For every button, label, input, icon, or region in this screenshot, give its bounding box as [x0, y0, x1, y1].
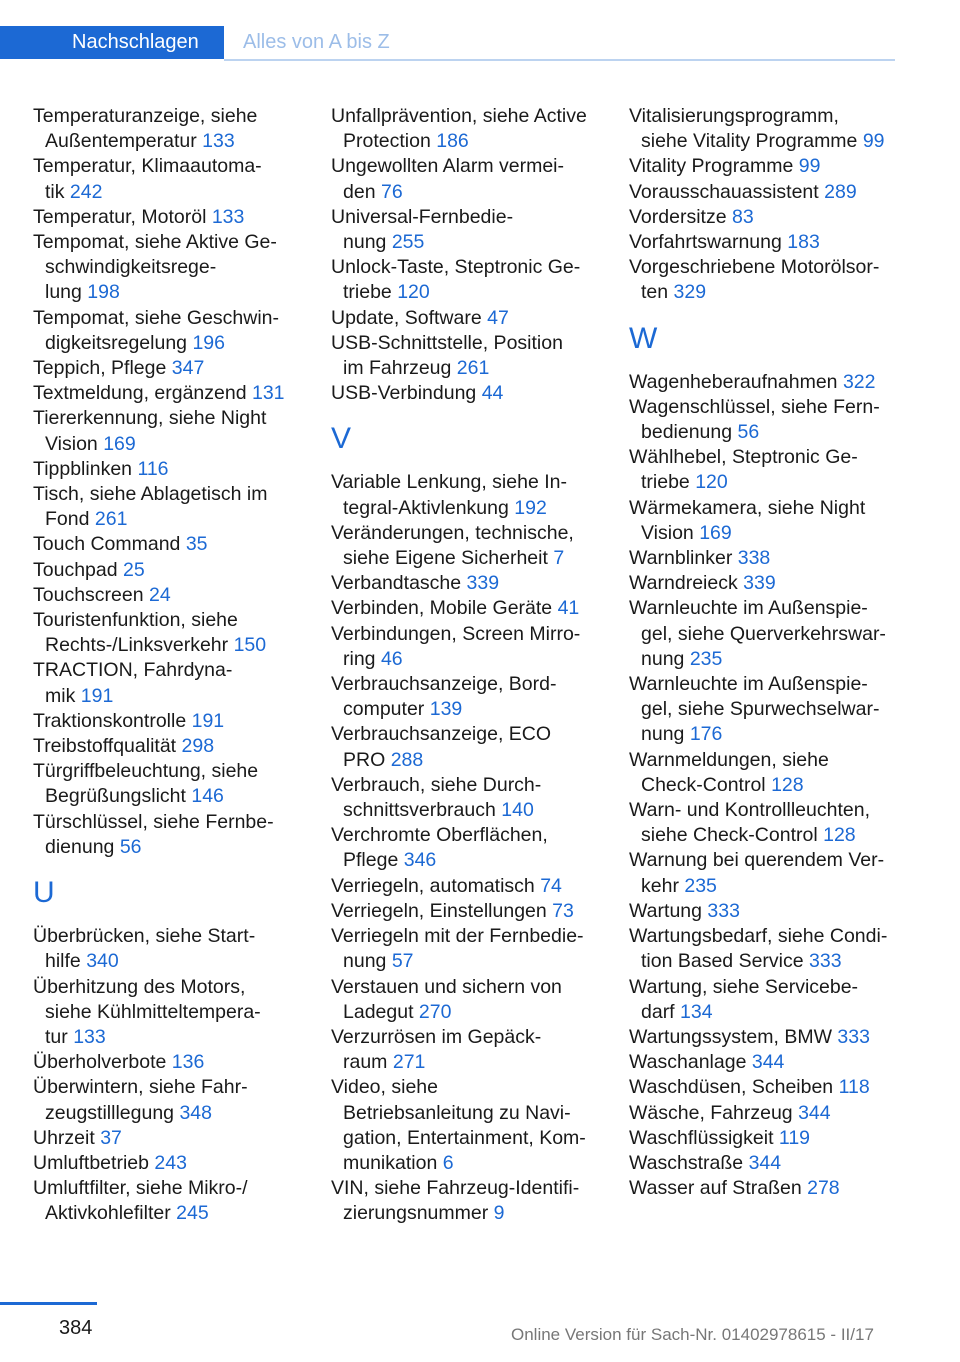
index-entry-text: Video, siehe Betriebsanleitung zu Navi‐ gation, Entertainment, Kom‐ munikation [331, 1076, 586, 1174]
page-reference-link[interactable]: 339 [466, 572, 500, 595]
index-column-1 [33, 104, 298, 1227]
index-entry [33, 1151, 298, 1176]
index-entry [33, 532, 298, 557]
index-entry-text: Tempomat, siehe Aktive Ge‐ schwindigkeitsrege‐ lung [33, 231, 277, 304]
index-entry-text: Warndreieck [629, 572, 738, 595]
index-entry [629, 798, 894, 848]
index-entry [629, 205, 894, 230]
index-entry [629, 496, 894, 546]
index-entry [33, 608, 298, 658]
index-entry [629, 255, 894, 305]
index-entry [331, 571, 596, 596]
index-entry-text: Verbrauchsanzeige, ECO PRO [331, 723, 552, 771]
page-reference-link[interactable]: 243 [154, 1151, 187, 1174]
index-entry [331, 1075, 596, 1176]
index-entry-text: Wärmekamera, siehe Night Vision [629, 496, 866, 544]
index-entry-text: Warnmeldungen, siehe Check-Control [629, 748, 829, 796]
index-entry [331, 154, 596, 204]
index-entry [629, 1075, 894, 1100]
index-entry [629, 230, 894, 255]
index-entry [33, 457, 298, 482]
page-reference-link[interactable]: 186 [436, 130, 469, 153]
page-reference-link[interactable]: 99 [862, 130, 885, 153]
index-entry [629, 1025, 894, 1050]
header-rule [224, 59, 895, 61]
index-entry [33, 924, 298, 974]
page-reference-link[interactable]: 56 [119, 835, 142, 858]
page-reference-link[interactable]: 46 [380, 647, 403, 670]
page-reference-link[interactable]: 37 [100, 1126, 122, 1149]
index-entry [629, 975, 894, 1025]
page-reference-link[interactable]: 44 [481, 382, 504, 405]
page-reference-link[interactable]: 9 [493, 1202, 505, 1225]
index-entry-text: Türgriffbeleuchtung, siehe Begrüßungslicht [33, 760, 259, 808]
page-reference-link[interactable]: 333 [707, 899, 740, 922]
index-entry-text: Textmeldung, ergänzend [33, 382, 247, 405]
index-entry [33, 482, 298, 532]
index-entry [629, 1126, 894, 1151]
index-entry-text: Warnblinker [629, 547, 733, 570]
page-reference-link[interactable]: 289 [824, 180, 857, 203]
page-reference-link[interactable]: 242 [69, 180, 103, 203]
index-entry [33, 1126, 298, 1151]
index-entry-text: Überwintern, siehe Fahr‐ zeugstilllegung [33, 1076, 248, 1124]
page-reference-link[interactable]: 136 [171, 1051, 205, 1074]
index-entry [629, 1050, 894, 1075]
index-entry-text: Wagenheberaufnahmen [629, 370, 838, 393]
page-reference-link[interactable]: 333 [809, 950, 842, 973]
page-reference-link[interactable]: 35 [185, 533, 208, 556]
index-entry [33, 381, 298, 406]
index-entry [629, 1176, 894, 1201]
index-entry [629, 748, 894, 798]
page-reference-link[interactable]: 271 [392, 1051, 426, 1074]
index-entry-text: Touristenfunktion, siehe Rechts-/Linksverkehr [33, 609, 238, 657]
index-entry-text: Verzurrösen im Gepäck‐ raum [331, 1025, 542, 1074]
index-entry [629, 1151, 894, 1176]
index-entry [629, 571, 894, 596]
page-reference-link[interactable]: 278 [807, 1177, 840, 1200]
index-entry [331, 104, 596, 154]
page-reference-link[interactable]: 261 [456, 357, 490, 380]
index-entry-text: Wagenschlüssel, siehe Fern‐ bedienung [629, 395, 880, 444]
page-reference-link[interactable]: 235 [684, 874, 717, 897]
index-entry [331, 899, 596, 924]
index-entry-text: Waschstraße [629, 1151, 744, 1174]
index-entry-text: Verriegeln, automatisch [331, 874, 535, 897]
letter-heading: W [629, 321, 658, 355]
page-reference-link[interactable]: 133 [73, 1025, 106, 1048]
index-entry [629, 899, 894, 924]
index-entry-text: Waschflüssigkeit [629, 1126, 774, 1149]
page-reference-link[interactable]: 288 [390, 748, 424, 771]
index-entry-text: Treibstoffqualität [33, 735, 177, 758]
page-reference-link[interactable]: 131 [251, 382, 285, 405]
index-entry-text: Temperaturanzeige, siehe Außentemperatur [33, 105, 258, 153]
index-entry-text: Waschanlage [629, 1051, 747, 1074]
index-entry-text: Umluftbetrieb [33, 1151, 149, 1174]
section-tab: Nachschlagen [0, 26, 224, 59]
index-entry [629, 672, 894, 748]
page-number: 384 [59, 1317, 93, 1339]
page-reference-link[interactable]: 116 [137, 457, 169, 480]
page-reference-link[interactable]: 47 [487, 306, 509, 329]
page-reference-link[interactable]: 235 [689, 647, 723, 670]
index-entry-text: USB-Verbindung [331, 382, 477, 405]
page-reference-link[interactable]: 134 [680, 1000, 713, 1023]
index-entry-text: Wasser auf Straßen [629, 1177, 802, 1200]
page-reference-link[interactable]: 346 [403, 849, 437, 872]
index-entry-text: Vorausschauassistent [629, 180, 819, 203]
index-entry [331, 596, 596, 621]
page-reference-link[interactable]: 41 [557, 597, 580, 620]
index-entry-text: Überbrücken, siehe Start‐ hilfe [33, 925, 256, 973]
index-entry [629, 1101, 894, 1126]
page-reference-link[interactable]: 140 [501, 799, 534, 822]
index-entry [331, 924, 596, 974]
page-reference-link[interactable]: 25 [123, 558, 145, 581]
index-entry-text: Wartungsbedarf, siehe Condi‐ tion Based Service [629, 925, 888, 973]
online-version-note: Online Version für Sach-Nr. 01402978615 - II/17 [511, 1325, 874, 1344]
index-entry-text: Touchpad [33, 558, 118, 581]
page-reference-link[interactable]: 133 [211, 205, 245, 228]
index-entry-text: Verbandtasche [331, 572, 462, 595]
index-entry-text: Tisch, siehe Ablagetisch im Fond [33, 483, 268, 531]
index-entry [331, 1025, 596, 1075]
index-entry-text: Verbrauch, siehe Durch‐ schnittsverbrauch [331, 773, 542, 822]
index-entry-text: Waschdüsen, Scheiben [629, 1076, 834, 1099]
index-entry-text: Unfallprävention, siehe Active Protection [331, 105, 587, 153]
page-reference-link[interactable]: 270 [418, 1000, 452, 1023]
index-entry [33, 558, 298, 583]
index-entry [33, 810, 298, 860]
index-entry [331, 773, 596, 823]
page-reference-link[interactable]: 344 [798, 1101, 831, 1124]
index-entry [33, 104, 298, 154]
index-entry [33, 759, 298, 809]
page-reference-link[interactable]: 150 [233, 634, 267, 657]
index-entry [33, 1050, 298, 1075]
page-reference-link[interactable]: 322 [842, 370, 876, 393]
index-entry-text: Universal-Fernbedie‐ nung [331, 205, 514, 254]
index-entry-text: Verbindungen, Screen Mirro‐ ring [331, 622, 581, 670]
page-reference-link[interactable]: 339 [743, 572, 776, 595]
index-entry-text: Wartungssystem, BMW [629, 1025, 832, 1048]
index-entry [331, 975, 596, 1025]
index-entry-text: Ungewollten Alarm vermei‐ den [331, 155, 565, 203]
page-reference-link[interactable]: 169 [699, 521, 732, 544]
footer-accent-bar [0, 1302, 97, 1305]
page-reference-link[interactable]: 196 [192, 331, 225, 354]
page-reference-link[interactable]: 56 [737, 421, 760, 444]
letter-heading: V [331, 422, 352, 456]
page-reference-link[interactable]: 74 [540, 874, 562, 897]
index-entry-text: Verstauen und sichern von Ladegut [331, 975, 562, 1023]
index-entry [629, 395, 894, 445]
index-entry [629, 924, 894, 974]
index-entry-text: Wartung [629, 899, 702, 922]
index-entry-text: Warnleuchte im Außenspie‐ gel, siehe Spurwechselwar‐ nung [629, 673, 880, 746]
page-reference-link[interactable]: 119 [778, 1126, 811, 1149]
index-entry-text: Variable Lenkung, siehe In‐ tegral-Aktivlenkung [331, 471, 567, 519]
page-reference-link[interactable]: 120 [695, 471, 728, 494]
index-entry-text: VIN, siehe Fahrzeug-Identifi‐ zierungsnummer [331, 1177, 580, 1225]
index-entry [33, 1075, 298, 1125]
page-reference-link[interactable]: 348 [179, 1101, 212, 1124]
page-reference-link[interactable]: 76 [380, 180, 403, 203]
index-entry [331, 622, 596, 672]
index-entry-text: Vitalisierungsprogramm, siehe Vitality Programme [629, 105, 858, 153]
page-reference-link[interactable]: 329 [673, 281, 707, 304]
index-entry [33, 734, 298, 759]
index-entry-text: Umluftfilter, siehe Mikro-/ Aktivkohlefilter [33, 1177, 248, 1225]
index-entry [331, 722, 596, 772]
index-entry-text: Touch Command [33, 533, 181, 556]
index-entry-text: Warn- und Kontrollleuchten, siehe Check-Control [629, 799, 870, 847]
index-entry [33, 406, 298, 456]
index-entry [629, 445, 894, 495]
index-entry [331, 470, 596, 520]
index-entry-text: TRACTION, Fahrdyna‐ mik [33, 659, 233, 707]
index-entry [331, 521, 596, 571]
page-reference-link[interactable]: 139 [429, 698, 463, 721]
index-entry [33, 1176, 298, 1226]
page-reference-link[interactable]: 191 [80, 684, 114, 707]
index-entry [33, 205, 298, 230]
index-entry [33, 658, 298, 708]
index-entry [629, 104, 894, 154]
index-entry-text: Verchromte Oberflächen, Pflege [331, 824, 548, 872]
index-entry-text: Tiererkennung, siehe Night Vision [33, 407, 267, 455]
index-entry [629, 596, 894, 672]
index-entry-text: Vitality Programme [629, 155, 794, 178]
index-entry-text: Wäsche, Fahrzeug [629, 1101, 793, 1124]
index-entry-text: Verriegeln mit der Fernbedie‐ nung [331, 925, 584, 973]
page-reference-link[interactable]: 176 [689, 723, 723, 746]
index-entry-text: Temperatur, Motoröl [33, 205, 207, 228]
page-reference-link[interactable]: 191 [191, 709, 225, 732]
index-entry [629, 154, 894, 179]
page-reference-link[interactable]: 128 [823, 824, 856, 847]
page-reference-link[interactable]: 298 [181, 735, 215, 758]
index-entry [629, 180, 894, 205]
page-reference-link[interactable]: 261 [94, 508, 128, 531]
index-entry [33, 154, 298, 204]
index-entry [33, 306, 298, 356]
index-entry [331, 306, 596, 331]
index-entry-text: Warnung bei querendem Ver‐ kehr [629, 849, 885, 897]
index-entry-text: Überhitzung des Motors, siehe Kühlmitteltempera‐ tur [33, 975, 261, 1048]
index-entry [331, 331, 596, 381]
index-entry [331, 823, 596, 873]
index-entry-text: Wählhebel, Steptronic Ge‐ triebe [629, 446, 858, 494]
page-reference-link[interactable]: 344 [751, 1051, 785, 1074]
page-reference-link[interactable]: 344 [748, 1151, 782, 1174]
page-reference-link[interactable]: 83 [731, 205, 754, 228]
page-reference-link[interactable]: 333 [837, 1025, 870, 1048]
index-entry-text: Unlock-Taste, Steptronic Ge‐ triebe [331, 256, 581, 304]
index-entry-text: Türschlüssel, siehe Fernbe‐ dienung [33, 810, 274, 858]
page-reference-link[interactable]: 73 [552, 899, 574, 922]
index-entry-text: Tempomat, siehe Geschwin‐ digkeitsregelung [33, 306, 280, 354]
page-reference-link[interactable]: 169 [103, 432, 136, 455]
index-entry [331, 205, 596, 255]
page-reference-link[interactable]: 183 [787, 231, 820, 254]
index-entry [331, 255, 596, 305]
page-reference-link[interactable]: 146 [191, 785, 224, 808]
index-entry [33, 975, 298, 1051]
index-entry-text: Vorfahrtswarnung [629, 231, 782, 254]
index-entry-text: Verbinden, Mobile Geräte [331, 597, 553, 620]
index-entry [331, 672, 596, 722]
index-column-2 [331, 104, 596, 1227]
page-reference-link[interactable]: 24 [149, 583, 171, 606]
index-entry [331, 1176, 596, 1226]
index-entry-text: Touchscreen [33, 583, 144, 606]
letter-heading: U [33, 876, 55, 910]
index-entry-text: Warnleuchte im Außenspie‐ gel, siehe Querverkehrswar‐ nung [629, 597, 886, 670]
index-entry [629, 370, 894, 395]
page-reference-link[interactable]: 118 [838, 1076, 870, 1099]
page-reference-link[interactable]: 198 [87, 281, 120, 304]
page-reference-link[interactable]: 120 [397, 281, 430, 304]
index-entry-text: Traktionskontrolle [33, 709, 187, 732]
index-entry-text: USB-Schnittstelle, Position im Fahrzeug [331, 331, 563, 380]
index-entry-text: Uhrzeit [33, 1126, 95, 1149]
index-column-3 [629, 104, 894, 1201]
index-entry [331, 381, 596, 406]
index-entry-text: Wartung, siehe Servicebe‐ darf [629, 975, 859, 1023]
page-reference-link[interactable]: 347 [171, 357, 205, 380]
page-reference-link[interactable]: 338 [737, 547, 771, 570]
index-entry-text: Verriegeln, Einstellungen [331, 899, 547, 922]
page-reference-link[interactable]: 7 [553, 547, 565, 570]
page-reference-link[interactable]: 340 [86, 950, 119, 973]
index-entry [33, 583, 298, 608]
page-reference-link[interactable]: 133 [202, 130, 235, 153]
index-entry [33, 709, 298, 734]
index-entry-text: Veränderungen, technische, siehe Eigene Sicherheit [331, 521, 574, 570]
page-header [0, 26, 960, 62]
index-entry-text: Vorgeschriebene Motorölsor‐ ten [629, 256, 880, 304]
page-reference-link[interactable]: 99 [798, 155, 821, 178]
index-entry-text: Überholverbote [33, 1051, 167, 1074]
index-entry-text: Update, Software [331, 306, 482, 329]
index-entry-text: Teppich, Pflege [33, 357, 167, 380]
index-entry-text: Vordersitze [629, 205, 727, 228]
index-entry [33, 230, 298, 306]
index-entry [629, 546, 894, 571]
index-entry [331, 874, 596, 899]
index-entry-text: Tippblinken [33, 457, 133, 480]
index-entry-text: Verbrauchsanzeige, Bord‐ computer [331, 673, 557, 721]
page-reference-link[interactable]: 128 [771, 773, 804, 796]
page-reference-link[interactable]: 6 [442, 1151, 454, 1174]
index-entry [33, 356, 298, 381]
page-reference-link[interactable]: 57 [391, 950, 414, 973]
page-reference-link[interactable]: 245 [176, 1202, 209, 1225]
page-reference-link[interactable]: 255 [391, 231, 425, 254]
page-reference-link[interactable]: 192 [514, 496, 547, 519]
index-entry-text: Temperatur, Klimaautoma‐ tik [33, 155, 262, 203]
index-entry [629, 848, 894, 898]
subsection-tab: Alles von A bis Z [243, 31, 390, 53]
